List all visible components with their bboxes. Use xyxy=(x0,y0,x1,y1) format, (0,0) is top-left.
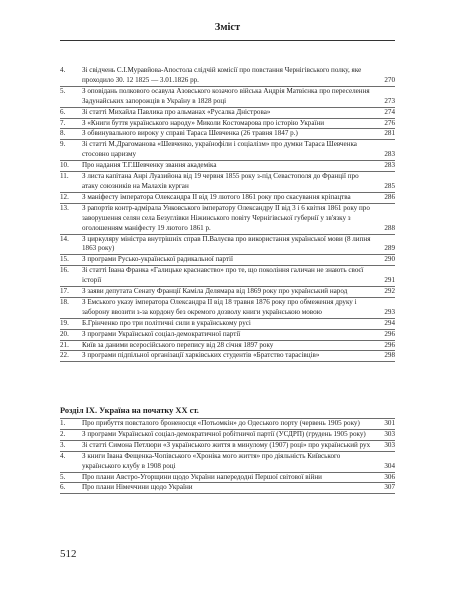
entry-number: 14. xyxy=(60,234,69,243)
toc-entry xyxy=(60,452,395,473)
entry-text-wrap xyxy=(82,87,395,107)
entry-number: 20. xyxy=(60,329,69,338)
entry-title: Про плани Австро-Угорщини щодо України напередодні Першої світової війни xyxy=(82,472,322,481)
entry-number: 15. xyxy=(60,255,69,264)
entry-title: З оповідань полкового осавула Азовського козачого війська Андрія Матвієнка про переселення Задунайських запорожців в Україну в 1828 році xyxy=(82,86,370,105)
entry-title: З заяви депутата Сенату Франції Каміла Делямара від 1869 року про український народ xyxy=(82,287,348,296)
entry-number: 6. xyxy=(60,483,66,492)
entry-number: 16. xyxy=(60,266,69,275)
entry-text-wrap xyxy=(82,108,395,118)
entry-number: 12. xyxy=(60,192,69,201)
section-entries xyxy=(60,419,395,494)
entry-text-wrap xyxy=(82,119,395,129)
toc-entry xyxy=(60,108,395,119)
entry-text-wrap xyxy=(82,330,395,340)
toc-entry xyxy=(60,473,395,484)
entry-title: Про надання Т.Г.Шевченку звання академіка xyxy=(82,161,217,170)
entry-text-wrap xyxy=(82,255,395,265)
header-rule xyxy=(60,40,395,41)
entry-text-wrap xyxy=(82,140,395,160)
entry-number: 5. xyxy=(60,86,66,95)
entry-number: 4. xyxy=(60,66,66,74)
entry-page: 274 xyxy=(384,107,395,116)
entry-page: 292 xyxy=(384,287,395,296)
entry-number: 21. xyxy=(60,340,69,349)
entry-page: 276 xyxy=(384,118,395,127)
entry-title: З програми підпільної організації харківських студентів «Братство тарасівців» xyxy=(82,351,320,360)
entry-number: 1. xyxy=(60,419,66,427)
entry-title: Зі статті Івана Франка «Галицьке краснавство» про те, що покоління галичан не знають своєї історії xyxy=(82,266,364,285)
entry-number: 5. xyxy=(60,472,66,481)
entry-title: З програми Русько-української радикальної партії xyxy=(82,255,233,264)
entry-page: 286 xyxy=(384,192,395,201)
entry-page: 293 xyxy=(384,307,395,316)
toc-entry xyxy=(60,341,395,352)
entry-number: 6. xyxy=(60,107,66,116)
entry-title: З рапортів контр-адмірала Унковського імператору Олександру II від 3 і 6 квітня 1861 року про заворушення селян села Безуглівки Ніжинського повіту Чернігівської губернії у зв'язку з оголошенням маніфесту 19 лютого 1861 р. xyxy=(82,203,370,232)
toc-entry xyxy=(60,204,395,235)
entry-title: Про прибуття повсталого броненосця «Потьомкін» до Одеського порту (червень 1905 року) xyxy=(82,419,360,427)
entry-number: 3. xyxy=(60,440,66,449)
toc-entry xyxy=(60,87,395,108)
entry-text-wrap xyxy=(82,298,395,318)
entry-text-wrap xyxy=(82,161,395,171)
entry-title: З програми Української соціал-демократичної робітничої партії (УСДРП) (грудень 1905 року) xyxy=(82,429,366,438)
entry-title: З маніфесту імператора Олександра II від 19 лютого 1861 року про скасування кріпацтва xyxy=(82,192,351,201)
toc-entry xyxy=(60,255,395,266)
entry-number: 17. xyxy=(60,287,69,296)
entry-title: Зі статті Симона Петлюри «З українського життя в минулому (1907) році» про український рух xyxy=(82,440,371,449)
entry-page: 288 xyxy=(384,223,395,232)
entry-page: 291 xyxy=(384,276,395,285)
entry-text-wrap xyxy=(82,66,395,86)
entry-title: З Емського указу імператора Олександра II від 18 травня 1876 року про обмеження друку і заборону ввозити з-за кордону без окремого дозволу книги українською мовою xyxy=(82,297,357,316)
toc-entry xyxy=(60,330,395,341)
entry-page: 294 xyxy=(384,318,395,327)
entry-page: 273 xyxy=(384,96,395,105)
entry-page: 298 xyxy=(384,351,395,360)
entry-title: З листа капітана Анрі Луазийона від 19 червня 1855 року з-під Севастополя до Франції про атаку союзників на Малахів курган xyxy=(82,172,359,190)
entry-title: Київ за даними всеросійського перепису від 28 січня 1897 року xyxy=(82,340,274,349)
entry-title: Б.Грінченко про три політичні сили в українському русі xyxy=(82,318,251,327)
toc-entry xyxy=(60,287,395,298)
entry-page: 306 xyxy=(384,472,395,481)
entry-page: 281 xyxy=(384,129,395,138)
entry-text-wrap xyxy=(82,319,395,329)
entry-text-wrap xyxy=(82,341,395,351)
toc-entry xyxy=(60,483,395,494)
entry-page: 304 xyxy=(384,461,395,470)
toc-entry xyxy=(60,235,395,256)
toc-entry xyxy=(60,351,395,362)
entry-title: З обвинувального вироку у справі Тараса Шевченка (26 травня 1847 р.) xyxy=(82,129,298,138)
section-ix xyxy=(60,404,395,494)
entry-text-wrap xyxy=(82,430,395,440)
entry-page: 296 xyxy=(384,329,395,338)
entry-text-wrap xyxy=(82,235,395,255)
entry-number: 10. xyxy=(60,161,69,170)
toc-entry xyxy=(60,430,395,441)
entry-page: 289 xyxy=(384,244,395,253)
toc-entries xyxy=(60,66,395,362)
toc-entry xyxy=(60,319,395,330)
entry-text-wrap xyxy=(82,287,395,297)
entry-page: 303 xyxy=(384,429,395,438)
entry-title: З циркуляру міністра внутрішніх справ П.Валуєва про використання української мови (8 липня 1863 року) xyxy=(82,234,371,253)
entry-number: 18. xyxy=(60,297,69,306)
entry-title: Зі статті Михайла Павлика про альманах «Русалка Дністрова» xyxy=(82,107,271,116)
toc-entry xyxy=(60,193,395,204)
page-number: 512 xyxy=(60,548,77,560)
entry-text-wrap xyxy=(82,452,395,472)
entry-title: Про плани Німеччини щодо України xyxy=(82,483,193,492)
toc-entry xyxy=(60,161,395,172)
entry-title: Зі статті М.Драгоманова «Шевченко, українофіли і соціалізм» про думки Тараса Шевченка стосовно царизму xyxy=(82,140,357,159)
entry-text-wrap xyxy=(82,441,395,451)
entry-page: 303 xyxy=(384,440,395,449)
entry-title: Зі свідчень С.І.Муравйова-Апостола слідчій комісії про повстання Чернігівського полку, яке проходило 30. 12 1825 — 3.01.1826 рр. xyxy=(82,66,362,84)
toc-entry xyxy=(60,266,395,287)
toc-entry xyxy=(60,140,395,161)
entry-number: 22. xyxy=(60,351,69,360)
entry-page: 283 xyxy=(384,161,395,170)
entry-number: 2. xyxy=(60,429,66,438)
toc-entry xyxy=(60,441,395,452)
section-title: Розділ IX. Україна на початку XX ст. xyxy=(60,404,395,419)
running-header: Зміст xyxy=(214,22,241,33)
entry-number: 9. xyxy=(60,140,66,149)
entry-number: 13. xyxy=(60,203,69,212)
entry-title: З «Книги буття українського народу» Миколи Костомарова про історію України xyxy=(82,118,325,127)
toc-entry xyxy=(60,298,395,319)
entry-text-wrap xyxy=(82,351,395,361)
entry-page: 285 xyxy=(384,181,395,190)
entry-number: 19. xyxy=(60,318,69,327)
entry-text-wrap xyxy=(82,172,395,192)
toc-entry xyxy=(60,119,395,130)
entry-text-wrap xyxy=(82,129,395,139)
entry-text-wrap xyxy=(82,473,395,483)
entry-title: З програми Української соціал-демократичної партії xyxy=(82,329,241,338)
toc-entry xyxy=(60,129,395,140)
entry-number: 11. xyxy=(60,172,69,181)
entry-text-wrap xyxy=(82,204,395,234)
entry-page: 301 xyxy=(384,419,395,427)
entry-text-wrap xyxy=(82,193,395,203)
entry-number: 8. xyxy=(60,129,66,138)
entry-page: 283 xyxy=(384,150,395,159)
entry-page: 290 xyxy=(384,255,395,264)
toc-entry xyxy=(60,172,395,193)
toc-entry xyxy=(60,419,395,430)
entry-title: З книги Івана Фещенка-Чопівського «Хроніка мого життя» про діяльність Київського українського клубу в 1908 році xyxy=(82,451,341,470)
entry-text-wrap xyxy=(82,266,395,286)
entry-number: 4. xyxy=(60,451,66,460)
entry-page: 270 xyxy=(384,75,395,84)
entry-page: 296 xyxy=(384,340,395,349)
toc-entry xyxy=(60,66,395,87)
entry-text-wrap xyxy=(82,483,395,493)
entry-number: 7. xyxy=(60,118,66,127)
entry-text-wrap xyxy=(82,419,395,429)
entry-page: 307 xyxy=(384,483,395,492)
